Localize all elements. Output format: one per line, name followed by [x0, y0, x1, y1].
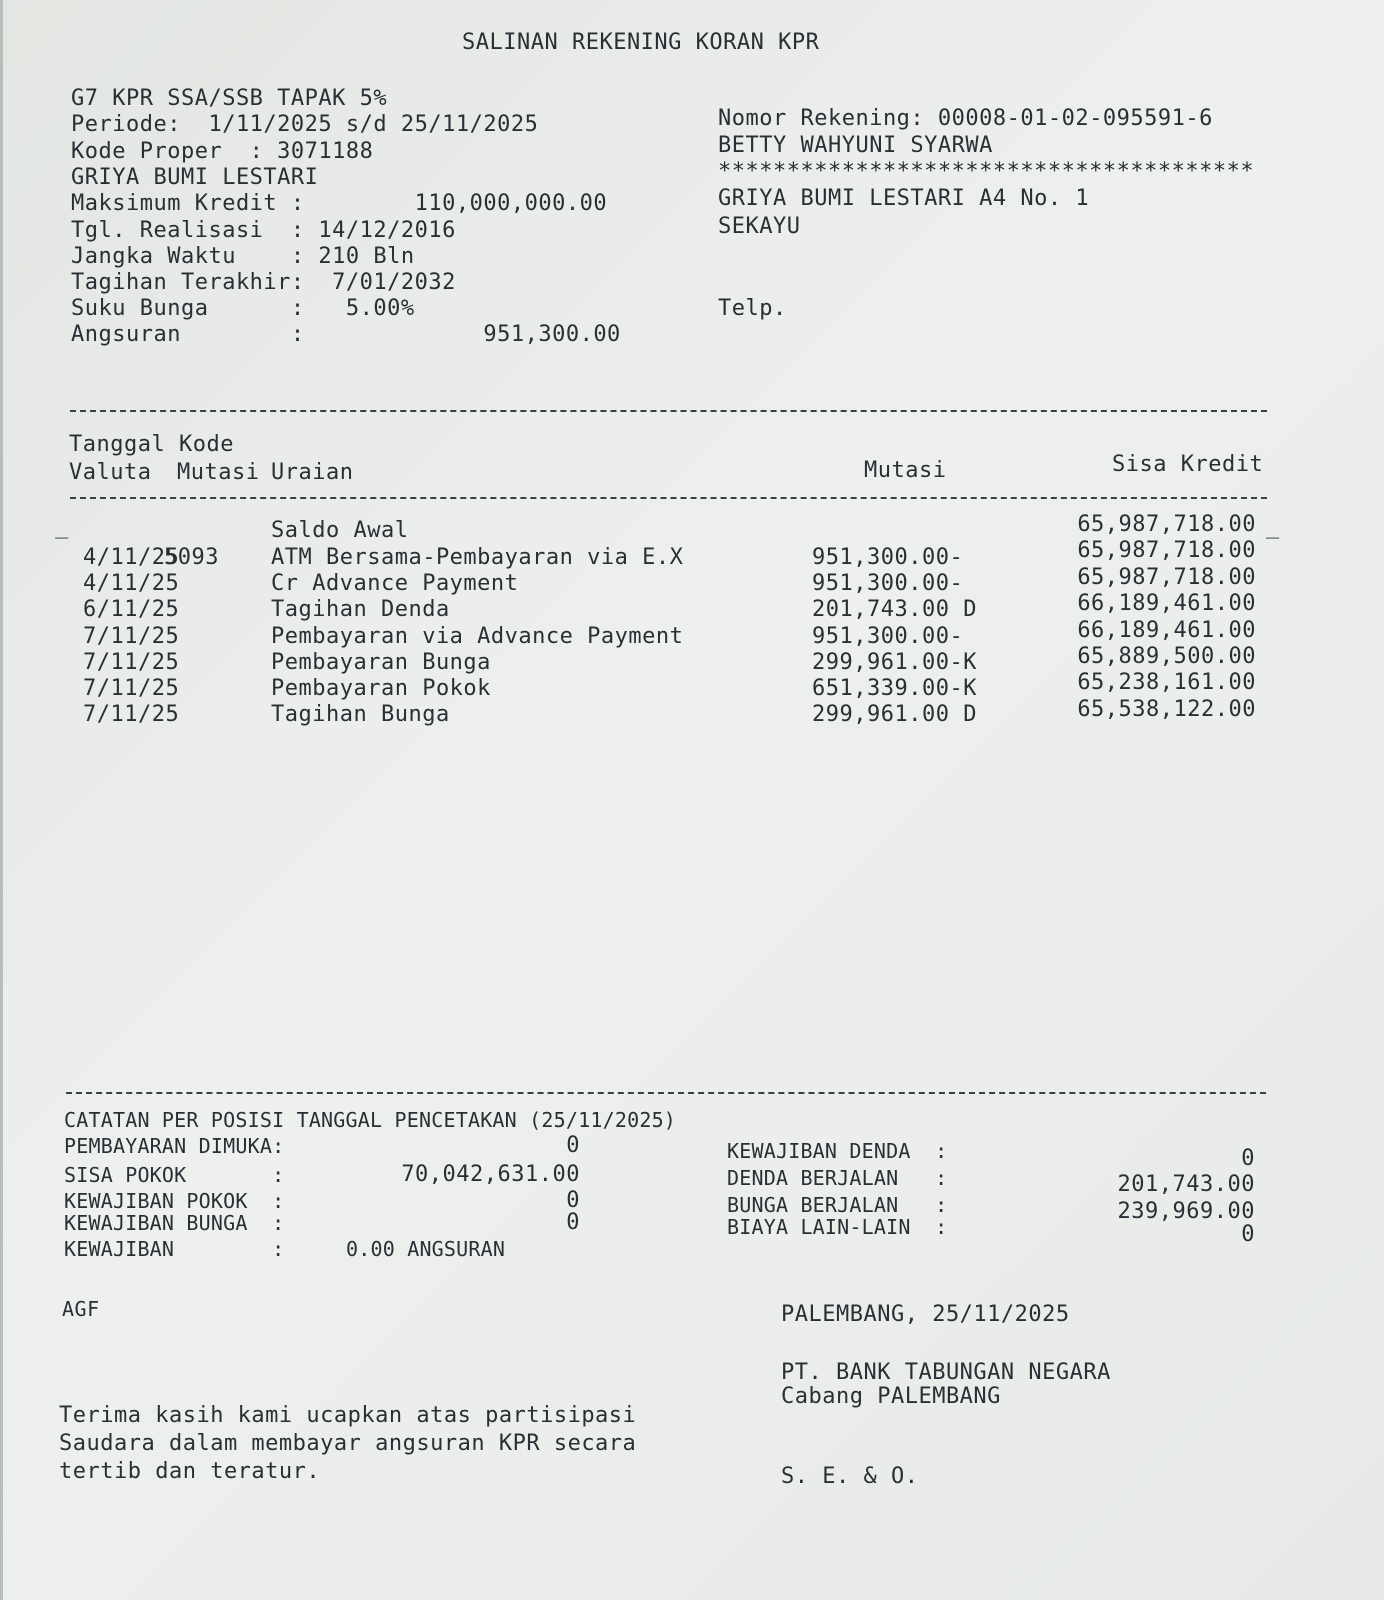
seo-note: S. E. & O.: [781, 1464, 919, 1489]
row-desc: Saldo Awal: [271, 518, 409, 543]
row-amount: 651,339.00-K: [812, 676, 977, 701]
agf-code: AGF: [62, 1297, 100, 1321]
note-label: SISA POKOK :: [64, 1163, 285, 1187]
row-date: 7/11/25: [83, 650, 180, 675]
col-mutasi-code: Mutasi: [177, 460, 260, 485]
row-desc: Pembayaran via Advance Payment: [271, 624, 684, 649]
row-amount: 951,300.00-: [812, 545, 964, 570]
note-label: KEWAJIBAN :: [64, 1237, 285, 1261]
thanks-line-1: Terima kasih kami ucapkan atas partisipasi: [59, 1403, 637, 1428]
row-balance: 66,189,461.00: [1077, 618, 1256, 643]
customer-name: BETTY WAHYUNI SYARWA: [718, 133, 993, 158]
table-header-divider: [70, 497, 1267, 499]
col-sisa-kredit: Sisa Kredit: [1112, 452, 1264, 477]
thanks-line-2: Saudara dalam membayar angsuran KPR secara: [59, 1431, 637, 1456]
row-amount: 951,300.00-: [812, 571, 964, 596]
notes-title: CATATAN PER POSISI TANGGAL PENCETAKAN (25/11/2025): [64, 1108, 677, 1132]
account-number: Nomor Rekening: 00008-01-02-095591-6: [718, 106, 1213, 131]
notes-divider: [66, 1092, 1266, 1094]
note-value: 239,969.00: [1117, 1199, 1255, 1224]
note-label: DENDA BERJALAN :: [727, 1166, 948, 1190]
table-top-divider: [70, 410, 1267, 412]
note-label: BUNGA BERJALAN :: [727, 1193, 948, 1217]
col-mutasi: Mutasi: [864, 458, 947, 483]
term-line: Jangka Waktu : 210 Bln: [71, 244, 415, 269]
note-value: 0: [566, 1133, 580, 1158]
row-amount: 951,300.00-: [812, 624, 964, 649]
star-separator: ***************************************: [718, 159, 1255, 184]
kode-proper-line: Kode Proper : 3071188: [71, 139, 374, 164]
place-date: PALEMBANG, 25/11/2025: [781, 1302, 1070, 1327]
row-marker-right: _: [1266, 514, 1280, 539]
project-name-line: GRIYA BUMI LESTARI: [71, 165, 319, 190]
bank-name: PT. BANK TABUNGAN NEGARA: [781, 1360, 1111, 1385]
row-date: 7/11/25: [83, 624, 180, 649]
row-date: 4/11/25: [83, 571, 180, 596]
row-amount: 299,961.00 D: [812, 702, 977, 727]
row-balance: 65,889,500.00: [1077, 644, 1256, 669]
note-value: 70,042,631.00: [401, 1162, 580, 1187]
note-value: 0: [1241, 1222, 1255, 1247]
row-date: 7/11/25: [83, 702, 180, 727]
max-credit-line: Maksimum Kredit : 110,000,000.00: [71, 191, 608, 216]
period-line: Periode: 1/11/2025 s/d 25/11/2025: [71, 112, 539, 137]
row-desc: Pembayaran Bunga: [271, 650, 491, 675]
row-code: 5093: [164, 545, 219, 570]
address-line-2: SEKAYU: [718, 214, 801, 239]
bank-branch: Cabang PALEMBANG: [781, 1384, 1001, 1409]
interest-rate-line: Suku Bunga : 5.00%: [71, 296, 415, 321]
row-desc: Tagihan Bunga: [271, 702, 450, 727]
note-label: PEMBAYARAN DIMUKA:: [64, 1134, 285, 1158]
note-value: 0.00 ANGSURAN: [346, 1237, 506, 1261]
note-value: 0: [1241, 1146, 1255, 1171]
row-balance: 65,987,718.00: [1077, 538, 1256, 563]
note-label: KEWAJIBAN POKOK :: [64, 1189, 285, 1213]
row-date: 6/11/25: [83, 597, 180, 622]
note-value: 0: [566, 1210, 580, 1235]
row-date: 4/11/25: [83, 545, 180, 570]
document-title: SALINAN REKENING KORAN KPR: [462, 30, 820, 55]
row-date: 7/11/25: [83, 676, 180, 701]
row-desc: Cr Advance Payment: [271, 571, 519, 596]
col-kode: Kode: [179, 432, 234, 457]
address-line-1: GRIYA BUMI LESTARI A4 No. 1: [718, 186, 1090, 211]
row-desc: Tagihan Denda: [271, 597, 450, 622]
paper-edge: [0, 0, 3, 1600]
note-value: 0: [566, 1188, 580, 1213]
row-balance: 65,538,122.00: [1077, 697, 1256, 722]
row-desc: ATM Bersama-Pembayaran via E.X: [271, 545, 684, 570]
col-valuta: Valuta: [69, 460, 152, 485]
row-balance: 65,987,718.00: [1077, 565, 1256, 590]
telp-label: Telp.: [718, 296, 787, 321]
row-balance: 66,189,461.00: [1077, 591, 1256, 616]
row-amount: 299,961.00-K: [812, 650, 977, 675]
row-amount: 201,743.00 D: [812, 597, 977, 622]
row-marker-left: _: [55, 514, 69, 539]
installment-line: Angsuran : 951,300.00: [71, 322, 621, 347]
row-balance: 65,987,718.00: [1077, 512, 1256, 537]
product-line: G7 KPR SSA/SSB TAPAK 5%: [71, 86, 388, 111]
note-value: 201,743.00: [1117, 1172, 1255, 1197]
thanks-line-3: tertib dan teratur.: [59, 1459, 321, 1484]
note-label: KEWAJIBAN DENDA :: [727, 1139, 948, 1163]
col-uraian: Uraian: [271, 460, 354, 485]
note-label: BIAYA LAIN-LAIN :: [727, 1215, 948, 1239]
row-desc: Pembayaran Pokok: [271, 676, 491, 701]
note-label: KEWAJIBAN BUNGA :: [64, 1211, 285, 1235]
last-bill-line: Tagihan Terakhir: 7/01/2032: [71, 270, 456, 295]
col-tanggal: Tanggal: [69, 432, 166, 457]
row-balance: 65,238,161.00: [1077, 670, 1256, 695]
realization-line: Tgl. Realisasi : 14/12/2016: [71, 218, 456, 243]
